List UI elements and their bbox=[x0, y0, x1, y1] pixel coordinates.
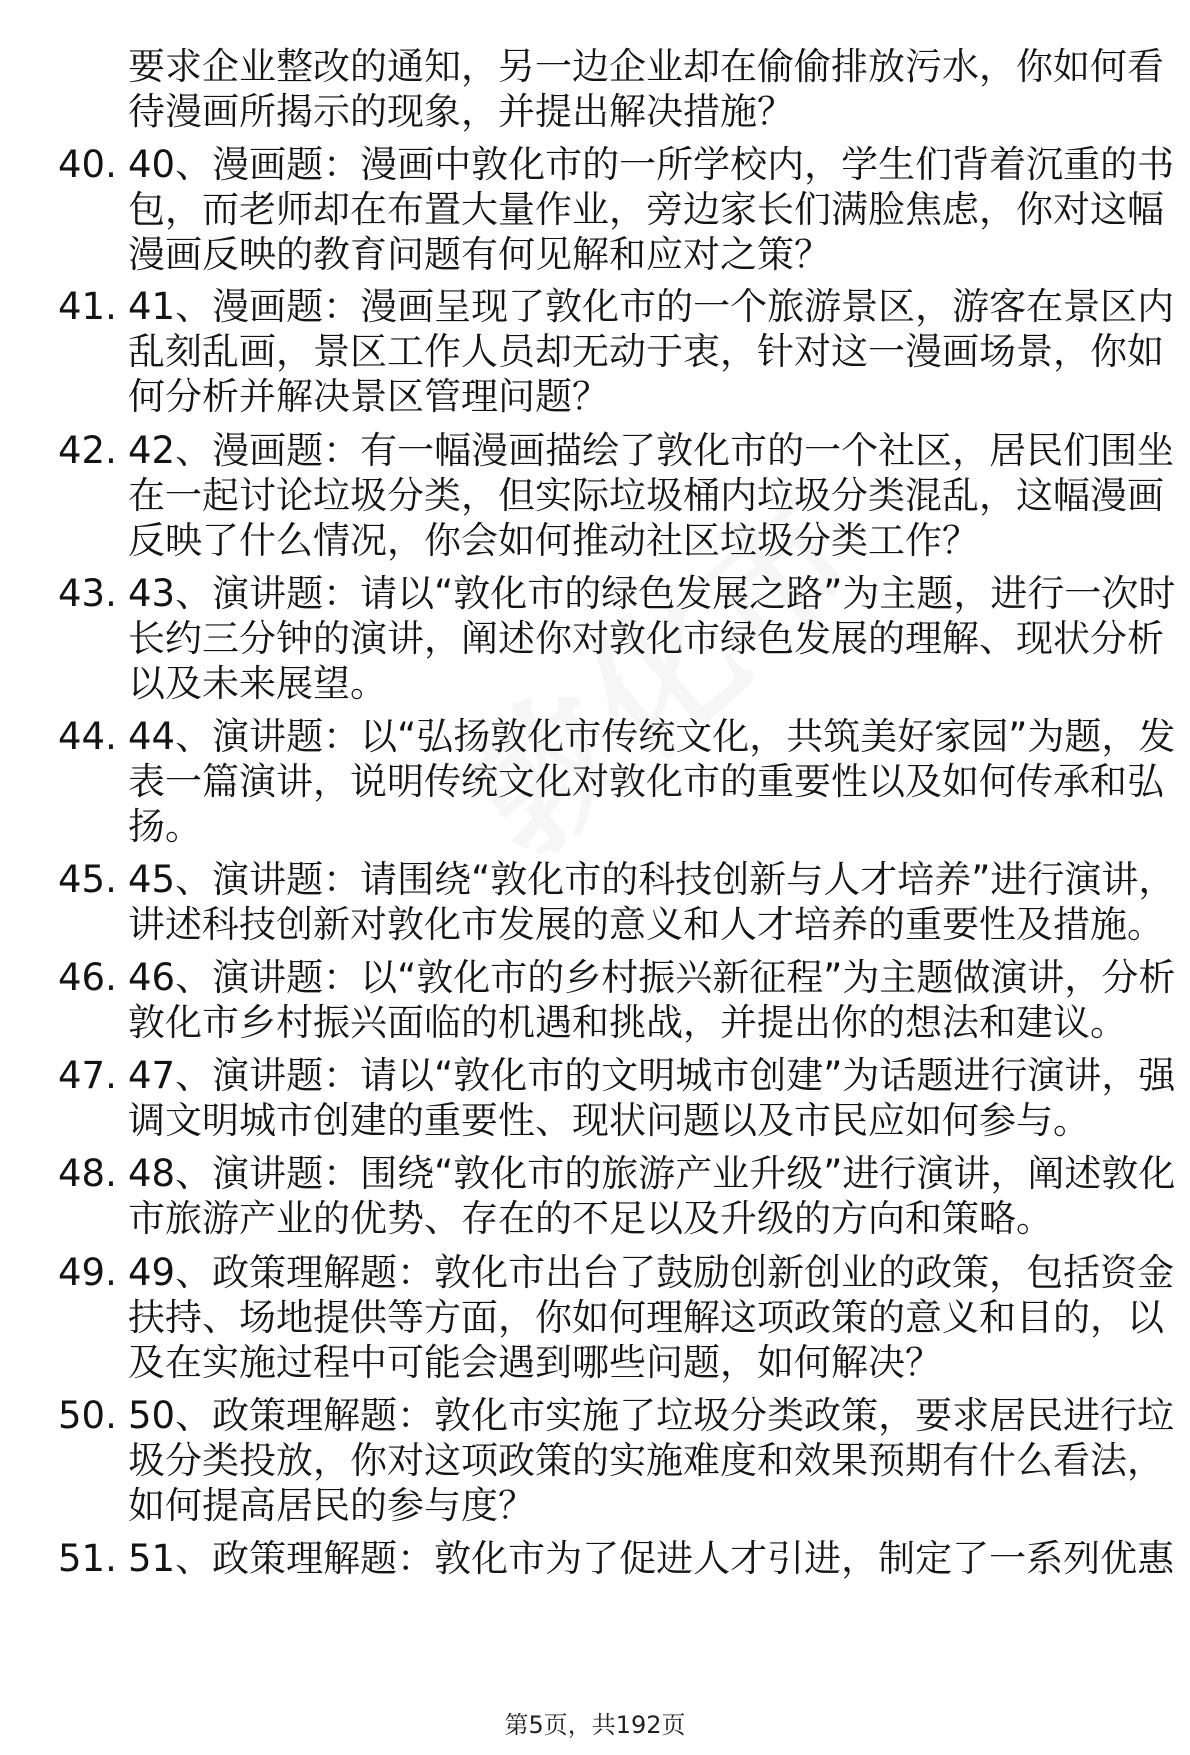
item-line: 48、演讲题：围绕“敦化市的旅游产业升级”进行演讲，阐述敦化 bbox=[128, 1152, 1176, 1195]
item-line: 以及未来展望。 bbox=[128, 662, 387, 705]
item-line: 43、演讲题：请以“敦化市的绿色发展之路”为主题，进行一次时 bbox=[128, 572, 1176, 615]
item-line: 扶持、场地提供等方面，你如何理解这项政策的意义和目的，以 bbox=[128, 1296, 1164, 1339]
item-line: 包，而老师却在布置大量作业，旁边家长们满脸焦虑，你对这幅 bbox=[128, 188, 1164, 231]
item-line: 市旅游产业的优势、存在的不足以及升级的方向和策略。 bbox=[128, 1197, 1053, 1240]
item-line: 46、演讲题：以“敦化市的乡村振兴新征程”为主题做演讲，分析 bbox=[128, 956, 1176, 999]
item-line: 41、漫画题：漫画呈现了敦化市的一个旅游景区，游客在景区内 bbox=[128, 285, 1175, 328]
item-number: 41. bbox=[58, 285, 117, 328]
item-number: 47. bbox=[58, 1054, 117, 1097]
item-line: 反映了什么情况，你会如何推动社区垃圾分类工作？ bbox=[128, 519, 979, 562]
item-line: 长约三分钟的演讲，阐述你对敦化市绿色发展的理解、现状分析 bbox=[128, 617, 1164, 660]
item-number: 42. bbox=[58, 429, 117, 472]
item-number: 50. bbox=[58, 1394, 117, 1437]
item-line: 44、演讲题：以“弘扬敦化市传统文化，共筑美好家园”为题，发 bbox=[128, 715, 1176, 758]
item-line: 扬。 bbox=[128, 805, 202, 848]
item-line: 在一起讨论垃圾分类，但实际垃圾桶内垃圾分类混乱，这幅漫画 bbox=[128, 474, 1164, 517]
item-line: 圾分类投放，你对这项政策的实施难度和效果预期有什么看法， bbox=[128, 1439, 1164, 1482]
item-line: 何分析并解决景区管理问题？ bbox=[128, 375, 609, 418]
item-line: 漫画反映的教育问题有何见解和应对之策？ bbox=[128, 233, 831, 276]
item-line: 如何提高居民的参与度？ bbox=[128, 1484, 535, 1527]
item-number: 46. bbox=[58, 956, 117, 999]
item-line: 调文明城市创建的重要性、现状问题以及市民应如何参与。 bbox=[128, 1099, 1090, 1142]
item-line: 49、政策理解题：敦化市出台了鼓励创新创业的政策，包括资金 bbox=[128, 1251, 1175, 1294]
item-line: 讲述科技创新对敦化市发展的意义和人才培养的重要性及措施。 bbox=[128, 903, 1164, 946]
item-line: 45、演讲题：请围绕“敦化市的科技创新与人才培养”进行演讲， bbox=[128, 858, 1176, 901]
item-line: 47、演讲题：请以“敦化市的文明城市创建”为话题进行演讲，强 bbox=[128, 1054, 1176, 1097]
item-number: 48. bbox=[58, 1152, 117, 1195]
item-number: 51. bbox=[58, 1537, 117, 1580]
item-number: 45. bbox=[58, 858, 117, 901]
item-line: 40、漫画题：漫画中敦化市的一所学校内，学生们背着沉重的书 bbox=[128, 143, 1175, 186]
intro-line: 待漫画所揭示的现象，并提出解决措施？ bbox=[128, 90, 794, 133]
item-line: 50、政策理解题：敦化市实施了垃圾分类政策，要求居民进行垃 bbox=[128, 1394, 1175, 1437]
item-number: 49. bbox=[58, 1251, 117, 1294]
item-number: 40. bbox=[58, 143, 117, 186]
item-line: 敦化市乡村振兴面临的机遇和挑战，并提出你的想法和建议。 bbox=[128, 1001, 1127, 1044]
item-line: 及在实施过程中可能会遇到哪些问题，如何解决？ bbox=[128, 1341, 942, 1384]
item-line: 51、政策理解题：敦化市为了促进人才引进，制定了一系列优惠 bbox=[128, 1537, 1175, 1580]
item-line: 表一篇演讲，说明传统文化对敦化市的重要性以及如何传承和弘 bbox=[128, 760, 1164, 803]
page-footer: 第5页，共192页 bbox=[504, 1711, 686, 1739]
item-number: 44. bbox=[58, 715, 117, 758]
item-line: 乱刻乱画，景区工作人员却无动于衷，针对这一漫画场景，你如 bbox=[128, 330, 1164, 373]
intro-line: 要求企业整改的通知，另一边企业却在偷偷排放污水，你如何看 bbox=[128, 45, 1164, 88]
item-number: 43. bbox=[58, 572, 117, 615]
item-line: 42、漫画题：有一幅漫画描绘了敦化市的一个社区，居民们围坐 bbox=[128, 429, 1175, 472]
